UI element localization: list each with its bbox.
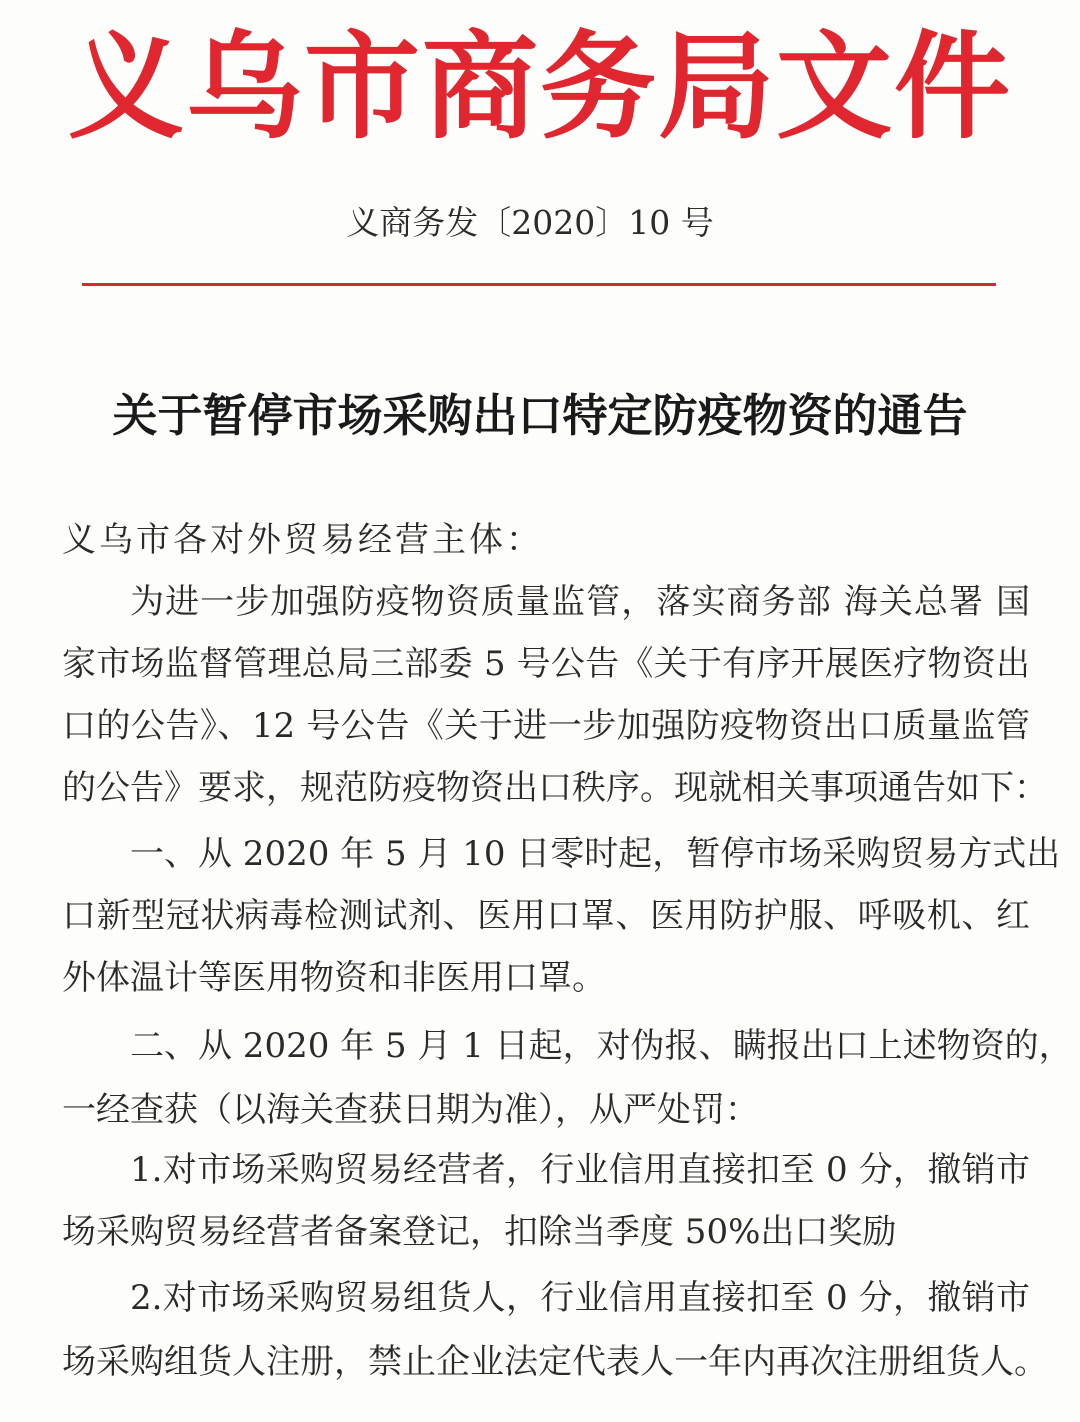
document-number: 义商务发〔2020〕10 号 [346, 203, 714, 242]
body-line: 场采购贸易经营者备案登记，扣除当季度 50%出口奖励 [62, 1212, 897, 1252]
body-line: 一、从 2020 年 5 月 10 日零时起，暂停市场采购贸易方式出 [130, 834, 1061, 874]
body-line: 1.对市场采购贸易经营者，行业信用直接扣至 0 分，撤销市 [130, 1150, 1030, 1190]
notice-title: 关于暂停市场采购出口特定防疫物资的通告 [112, 389, 968, 442]
body-line: 的公告》要求，规范防疫物资出口秩序。现就相关事项通告如下： [62, 768, 1048, 808]
body-line: 口新型冠状病毒检测试剂、医用口罩、医用防护服、呼吸机、红 [62, 896, 1030, 936]
body-line: 外体温计等医用物资和非医用口罩。 [62, 958, 606, 998]
red-divider [82, 283, 996, 286]
addressee: 义乌市各对外贸易经营主体： [62, 520, 543, 560]
masthead-title: 义乌市商务局文件 [68, 20, 1012, 155]
body-line: 二、从 2020 年 5 月 1 日起，对伪报、瞒报出口上述物资的， [130, 1026, 1073, 1066]
body-line: 口的公告》、12 号公告《关于进一步加强防疫物资出口质量监管 [62, 706, 1030, 746]
body-line: 一经查获（以海关查获日期为准），从严处罚： [62, 1090, 759, 1130]
body-line: 2.对市场采购贸易组货人，行业信用直接扣至 0 分，撤销市 [130, 1278, 1030, 1318]
body-line: 场采购组货人注册，禁止企业法定代表人一年内再次注册组货人。 [62, 1342, 1048, 1382]
body-line: 为进一步加强防疫物资质量监管，落实商务部 海关总署 国 [130, 582, 1030, 622]
body-line: 家市场监督管理总局三部委 5 号公告《关于有序开展医疗物资出 [62, 644, 1030, 684]
